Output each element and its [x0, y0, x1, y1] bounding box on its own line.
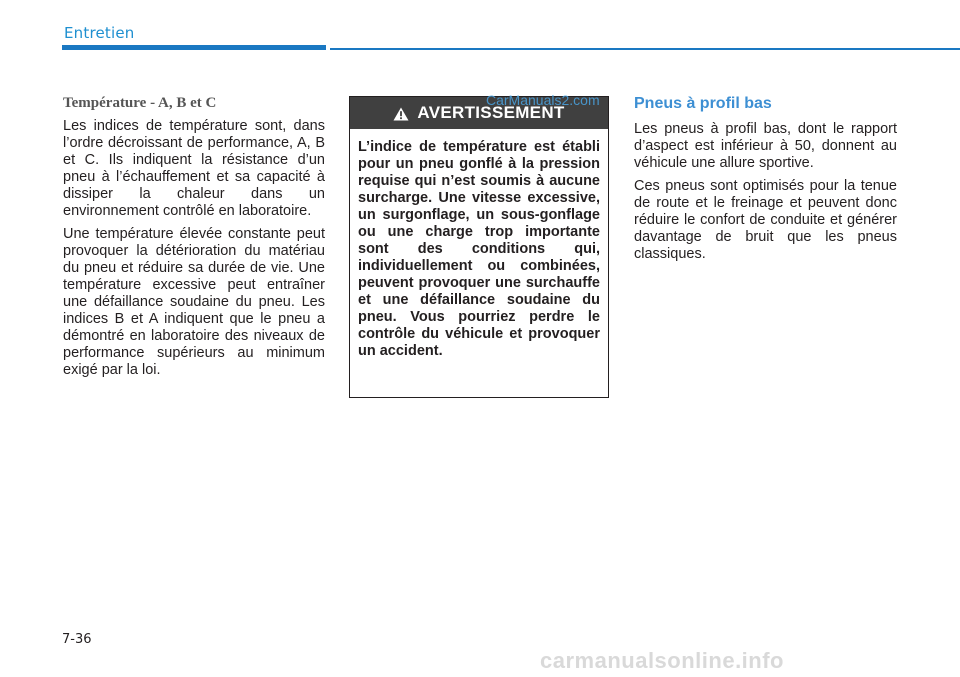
watermark-top: CarManuals2.com [486, 92, 600, 108]
page-number: 7-36 [62, 632, 92, 647]
left-column [63, 95, 325, 385]
warning-box [349, 96, 609, 398]
header-rule-thin [330, 48, 960, 50]
section-title: Entretien [64, 24, 135, 42]
paragraph: Ces pneus sont optimisés pour la tenue de route et le freinage et peuvent donc réduire le confort de conduite et générer davantage de bruit que les pneus classiques. [634, 178, 897, 262]
paragraph: Les pneus à profil bas, dont le rapport d’aspect est inférieur à 50, donnent au véhicule une allure sportive. [634, 121, 897, 171]
warning-triangle-icon [393, 106, 409, 120]
watermark-bottom: carmanualsonline.info [540, 648, 784, 673]
warning-title: AVERTISSEMENT [417, 103, 565, 122]
paragraph: Une température élevée constante peut provoquer la détérioration du matériau du pneu et réduire sa durée de vie. Une température excessive peut entraîner une défaillance soudaine du pneu. Les indices B et A indiquent que le pneu a démontré en laboratoire des niveaux de performance supérieurs au minimum exigé par la loi. [63, 226, 325, 378]
warning-text: L’indice de température est établi pour un pneu gonflé à la pression requise qui n’est soumis à aucune surcharge. Une vitesse excessive, un surgonflage, un sous-gonflage ou une charge trop importante sont des conditions qui, individuellement ou combinées, peuvent provoquer une surchauffe et une défaillance soudaine du pneu. Vous pourriez perdre le contrôle du véhicule et provoquer un accident. [358, 139, 600, 359]
right-column [634, 95, 897, 269]
paragraph: Les indices de température sont, dans l’ordre décroissant de performance, A, B et C. Ils indiquent la résistance d’un pneu à l’échauffement et sa capacité à dissiper la chaleur dans un environnement contrôlé en laboratoire. [63, 118, 325, 219]
low-profile-heading: Pneus à profil bas [634, 95, 772, 112]
temperature-heading: Température - A, B et C [63, 95, 217, 111]
header-rule-thick [62, 45, 326, 50]
